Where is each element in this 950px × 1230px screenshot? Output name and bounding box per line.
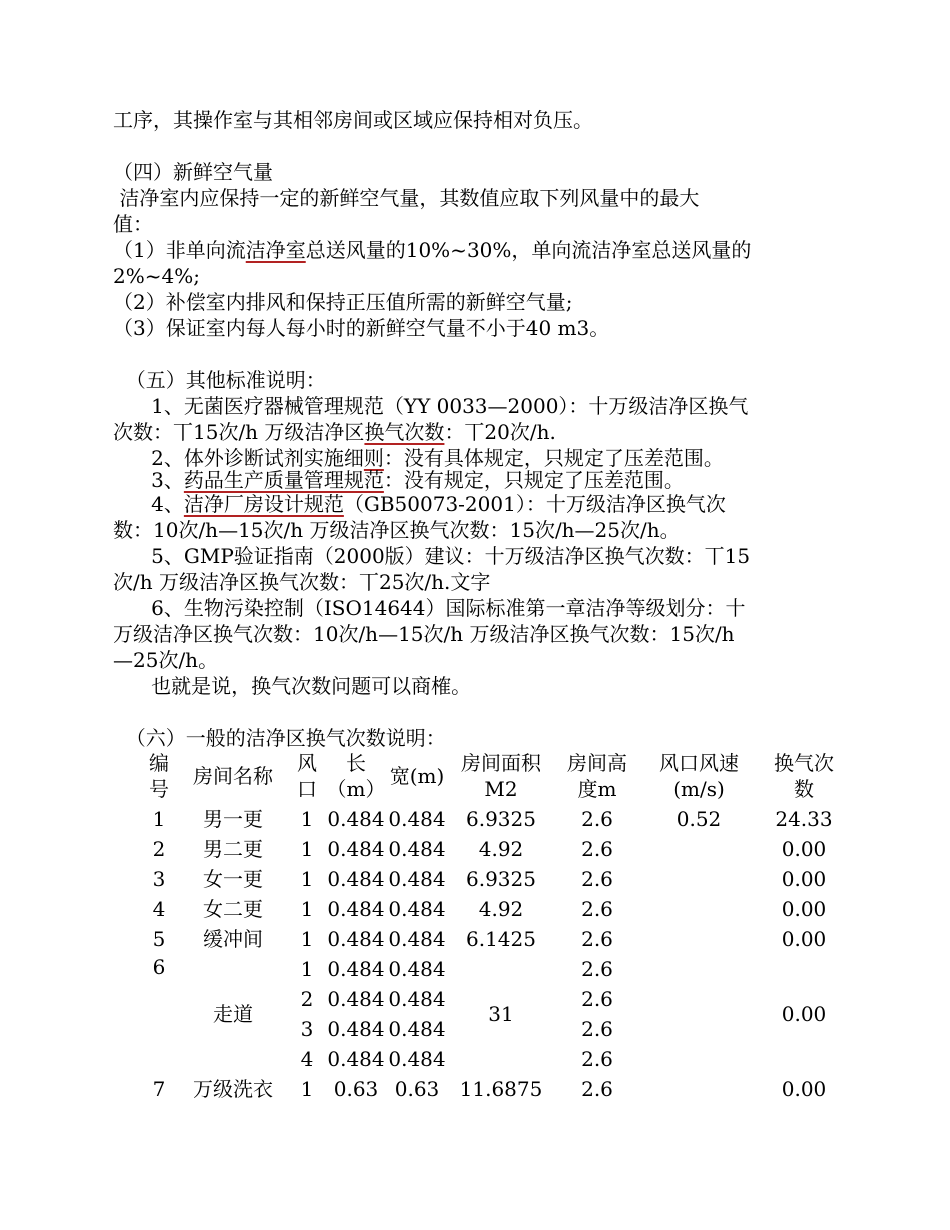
cell-speed <box>640 1074 758 1104</box>
cell-area: 31 <box>488 1002 514 1026</box>
cell-len: 0.484 <box>327 1017 385 1041</box>
text-span: 4、 <box>113 492 184 516</box>
cell-len: 0.484 <box>327 897 385 921</box>
cell-no: 4 <box>152 897 166 921</box>
cell-wid: 0.484 <box>388 957 446 981</box>
text-span: （GB50073-2001）：十万级洁净区换气次 <box>343 492 726 516</box>
air-change-table <box>140 748 850 1104</box>
cell-no <box>140 984 178 1014</box>
cell-name: 男一更 <box>203 807 263 831</box>
header-room-name: 房间名称 <box>193 764 273 788</box>
cell-no: 3 <box>152 867 166 891</box>
text-line: 5、GMP验证指南（2000版）建议：十万级洁净区换气次数：丅15 <box>113 544 751 568</box>
cell-len: 0.484 <box>327 957 385 981</box>
table-header-row <box>140 748 850 804</box>
cell-height: 2.6 <box>581 867 613 891</box>
table-row-corridor <box>140 954 850 984</box>
cell-wid: 0.484 <box>388 987 446 1011</box>
cell-wid: 0.484 <box>388 837 446 861</box>
cell-wid: 0.484 <box>388 897 446 921</box>
text-line: 2%~4%; <box>113 264 200 288</box>
cell-no: 7 <box>152 1077 166 1101</box>
table-row <box>140 1074 850 1104</box>
cell-vent: 1 <box>300 837 314 861</box>
text-line: 数：10次/h—15次/h 万级洁净区换气次数：15次/h—25次/h。 <box>113 518 680 542</box>
cell-ach: 0.00 <box>781 1077 827 1101</box>
cell-ach: 24.33 <box>775 807 833 831</box>
text-line: 次/h 万级洁净区换气次数：丅25次/h.文字 <box>113 570 491 594</box>
text-span: 3、 <box>113 468 184 492</box>
cell-len: 0.484 <box>327 867 385 891</box>
cell-speed <box>640 924 758 954</box>
cell-height: 2.6 <box>581 987 613 1011</box>
text-line <box>113 467 684 493</box>
cell-speed <box>640 894 758 924</box>
cell-vent: 1 <box>300 1077 314 1101</box>
section-heading-5: （五）其他标准说明： <box>113 368 326 392</box>
header-ach: 换气次 数 <box>774 751 834 801</box>
cell-area: 6.9325 <box>466 867 536 891</box>
section-heading-4: （四）新鲜空气量 <box>113 160 273 184</box>
cell-height: 2.6 <box>581 1047 613 1071</box>
cell-speed: 0.52 <box>676 807 722 831</box>
header-speed: 风口风速 (m/s) <box>659 751 739 801</box>
text-line: 工序，其操作室与其相邻房间或区域应保持相对负压。 <box>113 108 593 132</box>
cell-area: 4.92 <box>478 837 524 861</box>
text-span: ：丅20次/h. <box>444 420 556 444</box>
cell-len: 0.63 <box>333 1077 379 1101</box>
text-line: 万级洁净区换气次数：10次/h—15次/h 万级洁净区换气次数：15次/h <box>113 622 735 646</box>
cell-speed <box>640 834 758 864</box>
text-span: ：没有规定，只规定了压差范围。 <box>383 468 684 492</box>
cell-vent: 1 <box>300 807 314 831</box>
cell-height: 2.6 <box>581 837 613 861</box>
cell-vent: 4 <box>300 1047 314 1071</box>
cell-name: 缓冲间 <box>203 927 263 951</box>
text-span: 总送风量的10%~30%，单向流洁净室总送风量的 <box>305 238 752 262</box>
text-span: ：没有具体规定，只规定了压差范围。 <box>383 446 724 470</box>
underlined-text: 洁净室 <box>245 238 306 262</box>
cell-height: 2.6 <box>581 1017 613 1041</box>
cell-height: 2.6 <box>581 927 613 951</box>
header-no: 编 号 <box>149 751 169 801</box>
cell-no: 6 <box>152 955 166 979</box>
table-row <box>140 864 850 894</box>
underlined-text: 则 <box>363 446 384 470</box>
cell-no: 1 <box>152 807 166 831</box>
text-line <box>113 237 751 263</box>
table-row <box>140 804 850 834</box>
table-row <box>140 924 850 954</box>
cell-len: 0.484 <box>327 837 385 861</box>
cell-vent: 1 <box>300 867 314 891</box>
header-area: 房间面积 M2 <box>461 751 541 801</box>
text-line: 6、生物污染控制（ISO14644）国际标准第一章洁净等级划分：十 <box>113 596 746 620</box>
cell-no: 2 <box>152 837 166 861</box>
cell-wid: 0.484 <box>388 1017 446 1041</box>
text-line: 1、无菌医疗器械管理规范（YY 0033—2000）：十万级洁净区换气 <box>113 394 749 418</box>
cell-name: 男二更 <box>203 837 263 861</box>
cell-speed <box>640 954 758 1074</box>
text-line: 值： <box>113 212 153 236</box>
cell-ach: 0.00 <box>781 927 827 951</box>
text-span: 次数：丅15次/h 万级洁净区 <box>113 420 365 444</box>
cell-len: 0.484 <box>327 987 385 1011</box>
cell-vent: 1 <box>300 957 314 981</box>
cell-area: 6.1425 <box>466 927 536 951</box>
cell-no <box>140 1014 178 1044</box>
cell-ach: 0.00 <box>781 837 827 861</box>
cell-vent: 2 <box>300 987 314 1011</box>
cell-area: 6.9325 <box>466 807 536 831</box>
underlined-text: 换气次数 <box>364 420 445 444</box>
text-line <box>113 491 726 517</box>
text-line: —25次/h。 <box>113 648 219 672</box>
cell-vent: 1 <box>300 897 314 921</box>
cell-height: 2.6 <box>581 897 613 921</box>
text-line: 也就是说，换气次数问题可以商榷。 <box>113 674 472 698</box>
underlined-text: 药品生产质量管理规范 <box>183 468 384 492</box>
header-width: 宽(m) <box>389 764 445 788</box>
cell-height: 2.6 <box>581 807 613 831</box>
cell-name: 万级洗衣 <box>193 1077 273 1101</box>
cell-ach: 0.00 <box>781 867 827 891</box>
header-height: 房间高 度m <box>567 751 627 801</box>
text-span: （1）非单向流 <box>113 238 246 262</box>
cell-vent: 1 <box>300 927 314 951</box>
cell-wid: 0.484 <box>388 867 446 891</box>
section-heading-6: （六）一般的洁净区换气次数说明： <box>113 726 446 750</box>
cell-area: 4.92 <box>478 897 524 921</box>
cell-len: 0.484 <box>327 807 385 831</box>
cell-name: 女二更 <box>203 897 263 921</box>
table-row <box>140 894 850 924</box>
cell-height: 2.6 <box>581 1077 613 1101</box>
cell-name: 女一更 <box>203 867 263 891</box>
cell-speed <box>640 864 758 894</box>
cell-area: 11.6875 <box>459 1077 543 1101</box>
text-line: （2）补偿室内排风和保持正压值所需的新鲜空气量; <box>113 290 573 314</box>
cell-ach: 0.00 <box>781 1002 827 1026</box>
text-span: 2、体外诊断试剂实施细 <box>113 446 364 470</box>
cell-len: 0.484 <box>327 927 385 951</box>
header-vent: 风 口 <box>297 751 317 801</box>
cell-height: 2.6 <box>581 957 613 981</box>
text-line <box>113 419 556 445</box>
cell-wid: 0.484 <box>388 927 446 951</box>
cell-wid: 0.484 <box>388 1047 446 1071</box>
header-length: 长 （m） <box>326 751 386 801</box>
cell-wid: 0.484 <box>388 807 446 831</box>
cell-no: 5 <box>152 927 166 951</box>
cell-len: 0.484 <box>327 1047 385 1071</box>
cell-wid: 0.63 <box>394 1077 440 1101</box>
text-line: 洁净室内应保持一定的新鲜空气量，其数值应取下列风量中的最大 <box>113 186 700 210</box>
text-line: （3）保证室内每人每小时的新鲜空气量不小于40 m3。 <box>113 316 610 340</box>
cell-no <box>140 1044 178 1074</box>
cell-vent: 3 <box>300 1017 314 1041</box>
underlined-text: 洁净厂房设计规范 <box>183 492 344 516</box>
cell-name: 走道 <box>213 1002 253 1026</box>
table-row <box>140 834 850 864</box>
cell-ach: 0.00 <box>781 897 827 921</box>
